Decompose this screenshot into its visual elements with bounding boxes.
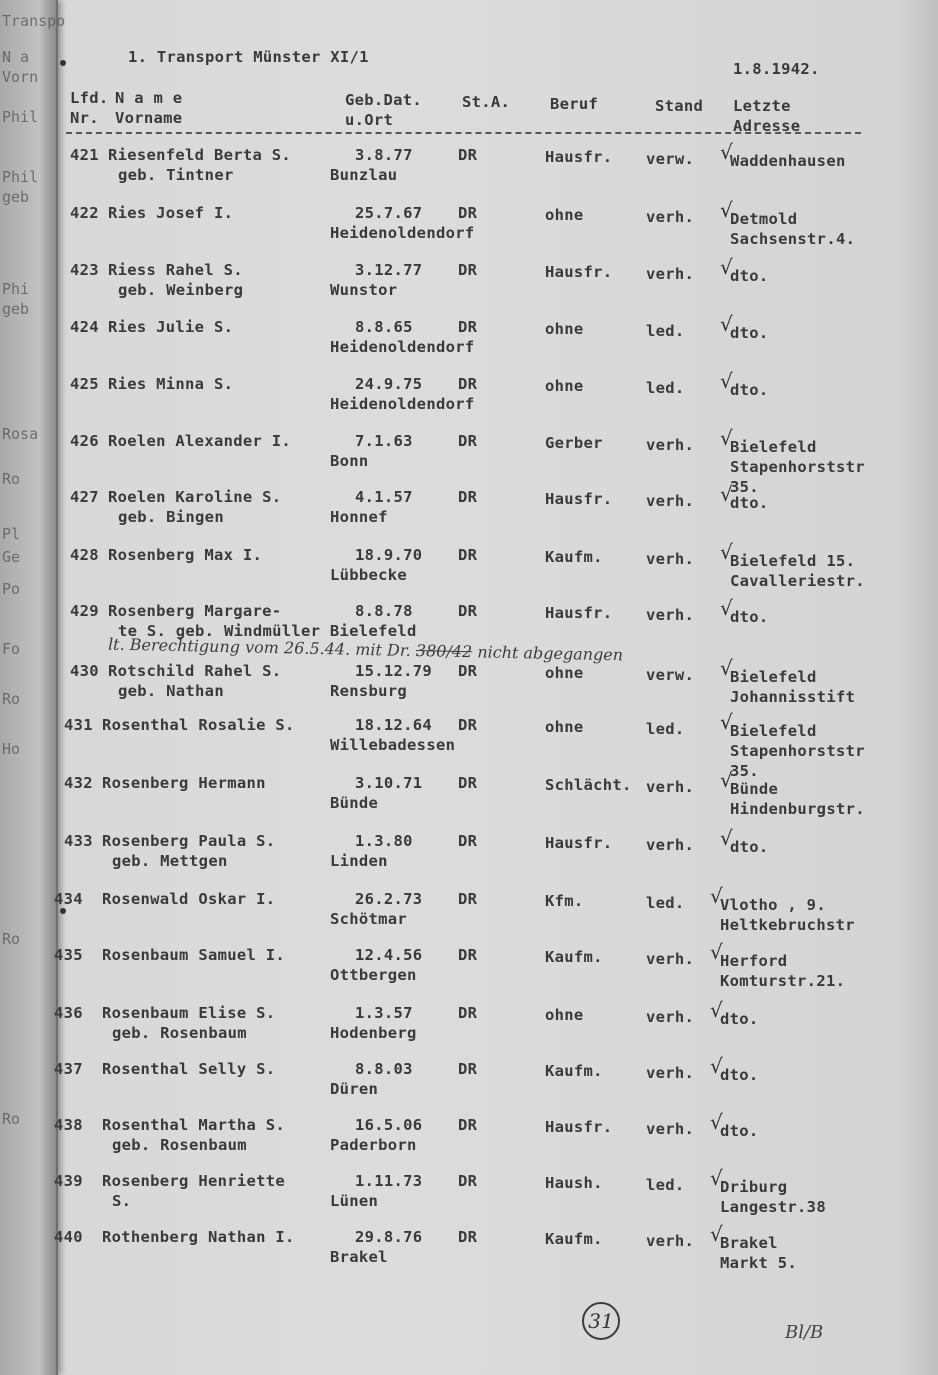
entry-name-line: Riesenfeld Berta S. [108, 146, 292, 164]
check-mark-icon: √ [710, 1166, 723, 1190]
entry-citizenship: DR [458, 602, 478, 620]
previous-page-fragment: Phi [2, 280, 30, 298]
entry-birth-line: Linden [330, 852, 388, 870]
entry-number: 431 [64, 716, 93, 734]
annotation-struck-text: 380/42 [415, 641, 473, 662]
entry-address-line: Johannisstift [730, 688, 856, 706]
entry-address-line: dto. [720, 1122, 759, 1140]
entry-birth-line: Brakel [330, 1248, 388, 1266]
entry-address-line: Brakel [720, 1234, 778, 1252]
column-header-adresse [733, 96, 800, 136]
entry-address-line: Bielefeld [730, 722, 817, 740]
annotation-text: lt. Berechtigung vom 26.5.44. mit Dr. [107, 634, 412, 660]
entry-occupation: ohne [545, 718, 584, 736]
check-mark-icon: √ [720, 826, 733, 850]
entry-number: 421 [70, 146, 99, 164]
entry-occupation: Schlächt. [545, 776, 632, 794]
entry-occupation: Hausfr. [545, 1118, 613, 1136]
entry-birth-line: Heidenoldendorf [330, 395, 475, 413]
entry-number: 430 [70, 662, 99, 680]
entry-address-line: Bielefeld [730, 668, 817, 686]
entry-marital-status: verh. [646, 1232, 695, 1250]
previous-page-fragment: Phil [2, 168, 39, 186]
entry-occupation: Hausfr. [545, 263, 613, 281]
check-mark-icon: √ [710, 884, 723, 908]
entry-birth-line: Lünen [330, 1192, 379, 1210]
entry-address-line: dto. [730, 608, 769, 626]
entry-address-line: 35. [730, 478, 759, 496]
previous-page-fragment: Ro [2, 1110, 21, 1128]
check-mark-icon: √ [720, 482, 733, 506]
check-mark-icon: √ [710, 998, 723, 1022]
entry-address-line: Bielefeld [730, 438, 817, 456]
header-rule [66, 132, 861, 134]
entry-occupation: Kaufm. [545, 1230, 603, 1248]
entry-number: 434 [54, 890, 83, 908]
previous-page-fragment: Ro [2, 690, 21, 708]
check-mark-icon: √ [710, 1222, 723, 1246]
entry-address-line: Markt 5. [720, 1254, 798, 1272]
entry-occupation: Gerber [545, 434, 603, 452]
entry-birth-line: 16.5.06 [355, 1116, 423, 1134]
check-mark-icon: √ [720, 540, 733, 564]
entry-birth-line: 8.8.78 [355, 602, 413, 620]
previous-page-fragment: Ro [2, 470, 21, 488]
entry-address-line: Sachsenstr.4. [730, 230, 856, 248]
check-mark-icon: √ [720, 426, 733, 450]
entry-citizenship: DR [458, 375, 478, 393]
entry-name-line: geb. Weinberg [118, 281, 244, 299]
entry-marital-status: verh. [646, 265, 695, 283]
entry-occupation: Hausfr. [545, 834, 613, 852]
entry-number: 432 [64, 774, 93, 792]
entry-birth-line: Hodenberg [330, 1024, 417, 1042]
entry-occupation: ohne [545, 320, 584, 338]
punch-hole [60, 908, 66, 914]
entry-marital-status: led. [646, 894, 685, 912]
previous-page-fragment: Pl [2, 525, 21, 543]
entry-marital-status: verh. [646, 778, 695, 796]
column-header-name [115, 88, 182, 128]
entry-birth-line: 24.9.75 [355, 375, 423, 393]
entry-birth-line: Heidenoldendorf [330, 224, 475, 242]
entry-marital-status: verh. [646, 1064, 695, 1082]
previous-page-fragment: N a [2, 48, 30, 66]
entry-birth-line: Willebadessen [330, 736, 456, 754]
entry-citizenship: DR [458, 1004, 478, 1022]
entry-name-line: Rosenthal Martha S. [102, 1116, 286, 1134]
entry-address-line: Herford [720, 952, 788, 970]
entry-address-line: Komturstr.21. [720, 972, 846, 990]
entry-name-line: Riess Rahel S. [108, 261, 243, 279]
previous-page-fragment: Transpo [2, 12, 66, 30]
column-header-geb [345, 90, 422, 130]
entry-marital-status: led. [646, 322, 685, 340]
column-header-sta: St.A. [462, 93, 511, 111]
entry-name-line: Roelen Alexander I. [108, 432, 292, 450]
entry-citizenship: DR [458, 774, 478, 792]
column-header-adresse-line1: Letzte [733, 97, 791, 115]
column-header-nr-line1: Lfd. [70, 89, 109, 107]
entry-address-line: Waddenhausen [730, 152, 846, 170]
annotation-text-2: nicht abgegangen [477, 642, 624, 665]
check-mark-icon: √ [720, 140, 733, 164]
entry-address-line: Detmold [730, 210, 798, 228]
entry-birth-line: Ottbergen [330, 966, 417, 984]
entry-address-line: dto. [720, 1010, 759, 1028]
entry-name-line: Rosenberg Max I. [108, 546, 263, 564]
previous-page-fragment: Po [2, 580, 21, 598]
previous-page-fragment: geb [2, 188, 30, 206]
entry-name-line: geb. Mettgen [112, 852, 228, 870]
column-header-nr-line2: Nr. [70, 109, 99, 127]
entry-birth-line: Bonn [330, 452, 369, 470]
previous-page-fragment: Fo [2, 640, 21, 658]
entry-marital-status: verh. [646, 950, 695, 968]
entry-birth-line: 1.3.80 [355, 832, 413, 850]
entry-number: 424 [70, 318, 99, 336]
entry-address-line: dto. [730, 838, 769, 856]
entry-birth-line: Paderborn [330, 1136, 417, 1154]
entry-citizenship: DR [458, 946, 478, 964]
previous-page-edge [0, 0, 66, 1375]
entry-occupation: Hausfr. [545, 490, 613, 508]
entry-address-line: dto. [730, 381, 769, 399]
check-mark-icon: √ [720, 710, 733, 734]
previous-page-fragment: Rosa [2, 425, 39, 443]
column-header-name-line1: N a m e [115, 89, 183, 107]
entry-birth-line: 1.11.73 [355, 1172, 423, 1190]
column-header-stand: Stand [655, 97, 704, 115]
entry-birth-line: 4.1.57 [355, 488, 413, 506]
check-mark-icon: √ [720, 369, 733, 393]
entry-birth-line: Rensburg [330, 682, 408, 700]
check-mark-icon: √ [720, 198, 733, 222]
entry-number: 435 [54, 946, 83, 964]
entry-name-line: Ries Josef I. [108, 204, 234, 222]
entry-address-line: dto. [730, 324, 769, 342]
punch-hole [60, 60, 66, 66]
entry-birth-line: 12.4.56 [355, 946, 423, 964]
column-header-adresse-line2: Adresse [733, 117, 801, 135]
entry-number: 440 [54, 1228, 83, 1246]
entry-address-line: Hindenburgstr. [730, 800, 865, 818]
entry-occupation: ohne [545, 664, 584, 682]
check-mark-icon: √ [710, 1110, 723, 1134]
entry-name-line: geb. Rosenbaum [112, 1136, 247, 1154]
column-header-nr [70, 88, 109, 128]
entry-name-line: te S. geb. Windmüller Bielefeld [118, 622, 417, 640]
column-header-name-line2: Vorname [115, 109, 183, 127]
previous-page-fragment: Phil [2, 108, 39, 126]
entry-name-line: Rotschild Rahel S. [108, 662, 282, 680]
entry-birth-line: 26.2.73 [355, 890, 423, 908]
column-header-geb-line1: Geb.Dat. [345, 91, 423, 109]
entry-citizenship: DR [458, 146, 478, 164]
entry-name-line: Ries Minna S. [108, 375, 234, 393]
entry-birth-line: Honnef [330, 508, 388, 526]
entry-marital-status: verh. [646, 836, 695, 854]
entry-birth-line: Heidenoldendorf [330, 338, 475, 356]
entry-citizenship: DR [458, 716, 478, 734]
entry-address-line: Heltkebruchstr [720, 916, 855, 934]
entry-number: 437 [54, 1060, 83, 1078]
entry-occupation: Hausfr. [545, 148, 613, 166]
entry-address-line: Bünde [730, 780, 779, 798]
entry-citizenship: DR [458, 890, 478, 908]
entry-birth-line: Lübbecke [330, 566, 408, 584]
entry-marital-status: verw. [646, 666, 695, 684]
entry-address-line: dto. [730, 494, 769, 512]
entry-name-line: Rosenberg Hermann [102, 774, 266, 792]
entry-birth-line: 8.8.65 [355, 318, 413, 336]
entry-name-line: geb. Tintner [118, 166, 234, 184]
entry-name-line: geb. Bingen [118, 508, 224, 526]
entry-name-line: geb. Nathan [118, 682, 224, 700]
entry-birth-line: 15.12.79 [355, 662, 433, 680]
entry-name-line: Roelen Karoline S. [108, 488, 282, 506]
check-mark-icon: √ [720, 596, 733, 620]
entry-birth-line: Bunzlau [330, 166, 398, 184]
entry-number: 426 [70, 432, 99, 450]
previous-page-fragment: Ge [2, 548, 21, 566]
entry-name-line: Rosenberg Paula S. [102, 832, 276, 850]
entry-birth-line: 18.9.70 [355, 546, 423, 564]
entry-name-line: geb. Rosenbaum [112, 1024, 247, 1042]
entry-marital-status: verw. [646, 150, 695, 168]
entry-marital-status: led. [646, 720, 685, 738]
entry-name-line: Ries Julie S. [108, 318, 234, 336]
previous-page-fragment: Ro [2, 930, 21, 948]
entry-address-line: Driburg [720, 1178, 788, 1196]
entry-marital-status: verh. [646, 1008, 695, 1026]
entry-occupation: ohne [545, 206, 584, 224]
column-header-beruf: Beruf [550, 95, 599, 113]
entry-citizenship: DR [458, 204, 478, 222]
entry-citizenship: DR [458, 318, 478, 336]
entry-marital-status: verh. [646, 436, 695, 454]
entry-occupation: Hausfr. [545, 604, 613, 622]
handwritten-annotation [108, 635, 623, 665]
entry-birth-line: 29.8.76 [355, 1228, 423, 1246]
entry-name-line: Rosenwald Oskar I. [102, 890, 276, 908]
check-mark-icon: √ [720, 768, 733, 792]
entry-name-line: S. [112, 1192, 132, 1210]
entry-birth-line: Wunstor [330, 281, 398, 299]
entry-occupation: Kfm. [545, 892, 584, 910]
entry-birth-line: 7.1.63 [355, 432, 413, 450]
entry-birth-line: 18.12.64 [355, 716, 433, 734]
entry-number: 427 [70, 488, 99, 506]
entry-name-line: Rosenbaum Samuel I. [102, 946, 286, 964]
entry-marital-status: verh. [646, 606, 695, 624]
entry-marital-status: verh. [646, 1120, 695, 1138]
entry-occupation: Kaufm. [545, 948, 603, 966]
previous-page-fragment: Ho [2, 740, 21, 758]
entry-address-line: Stapenhorststr [730, 458, 865, 476]
entry-name-line: Rosenbaum Elise S. [102, 1004, 276, 1022]
entry-number: 422 [70, 204, 99, 222]
entry-address-line: Bielefeld 15. [730, 552, 856, 570]
entry-citizenship: DR [458, 662, 478, 680]
entry-marital-status: led. [646, 379, 685, 397]
entry-birth-line: 3.12.77 [355, 261, 423, 279]
entry-address-line: dto. [720, 1066, 759, 1084]
entry-citizenship: DR [458, 1228, 478, 1246]
entry-citizenship: DR [458, 1060, 478, 1078]
entry-birth-line: 25.7.67 [355, 204, 423, 222]
entry-number: 423 [70, 261, 99, 279]
entry-marital-status: led. [646, 1176, 685, 1194]
entry-name-line: Rosenberg Henriette [102, 1172, 286, 1190]
entry-address-line: dto. [730, 267, 769, 285]
page-number-circled: 31 [582, 1302, 620, 1340]
entry-birth-line: Bünde [330, 794, 379, 812]
entry-occupation: ohne [545, 377, 584, 395]
entry-address-line: Langestr.38 [720, 1198, 826, 1216]
check-mark-icon: √ [710, 1054, 723, 1078]
entry-occupation: Haush. [545, 1174, 603, 1192]
check-mark-icon: √ [720, 255, 733, 279]
entry-number: 433 [64, 832, 93, 850]
entry-birth-line: Düren [330, 1080, 379, 1098]
entry-birth-line: Schötmar [330, 910, 408, 928]
entry-number: 428 [70, 546, 99, 564]
entry-number: 436 [54, 1004, 83, 1022]
check-mark-icon: √ [710, 940, 723, 964]
entry-address-line: Stapenhorststr [730, 742, 865, 760]
entry-birth-line: 8.8.03 [355, 1060, 413, 1078]
entry-occupation: Kaufm. [545, 548, 603, 566]
entry-marital-status: verh. [646, 492, 695, 510]
entry-marital-status: verh. [646, 208, 695, 226]
entry-citizenship: DR [458, 1116, 478, 1134]
check-mark-icon: √ [720, 312, 733, 336]
transport-title: 1. Transport Münster XI/1 [128, 48, 369, 66]
entry-name-line: Rosenberg Margare- [108, 602, 282, 620]
entry-address-line: Vlotho , 9. [720, 896, 826, 914]
entry-number: 425 [70, 375, 99, 393]
entry-name-line: Rosenthal Selly S. [102, 1060, 276, 1078]
entry-name-line: Rosenthal Rosalie S. [102, 716, 295, 734]
entry-occupation: ohne [545, 1006, 584, 1024]
entry-birth-line: 3.8.77 [355, 146, 413, 164]
column-header-geb-line2: u.Ort [345, 111, 394, 129]
entry-citizenship: DR [458, 261, 478, 279]
entry-number: 439 [54, 1172, 83, 1190]
entry-citizenship: DR [458, 546, 478, 564]
entry-address-line: 35. [730, 762, 759, 780]
entry-marital-status: verh. [646, 550, 695, 568]
entry-occupation: Kaufm. [545, 1062, 603, 1080]
initials-signature: Bl/B [785, 1322, 824, 1343]
entry-name-line: Rothenberg Nathan I. [102, 1228, 295, 1246]
entry-citizenship: DR [458, 832, 478, 850]
entry-citizenship: DR [458, 488, 478, 506]
transport-date: 1.8.1942. [733, 60, 820, 78]
entry-birth-line: 3.10.71 [355, 774, 423, 792]
check-mark-icon: √ [720, 656, 733, 680]
previous-page-fragment: geb [2, 300, 30, 318]
entry-birth-line: 1.3.57 [355, 1004, 413, 1022]
previous-page-fragment: Vorn [2, 68, 39, 86]
entry-citizenship: DR [458, 432, 478, 450]
entry-citizenship: DR [458, 1172, 478, 1190]
entry-number: 438 [54, 1116, 83, 1134]
entry-number: 429 [70, 602, 99, 620]
entry-address-line: Cavalleriestr. [730, 572, 865, 590]
